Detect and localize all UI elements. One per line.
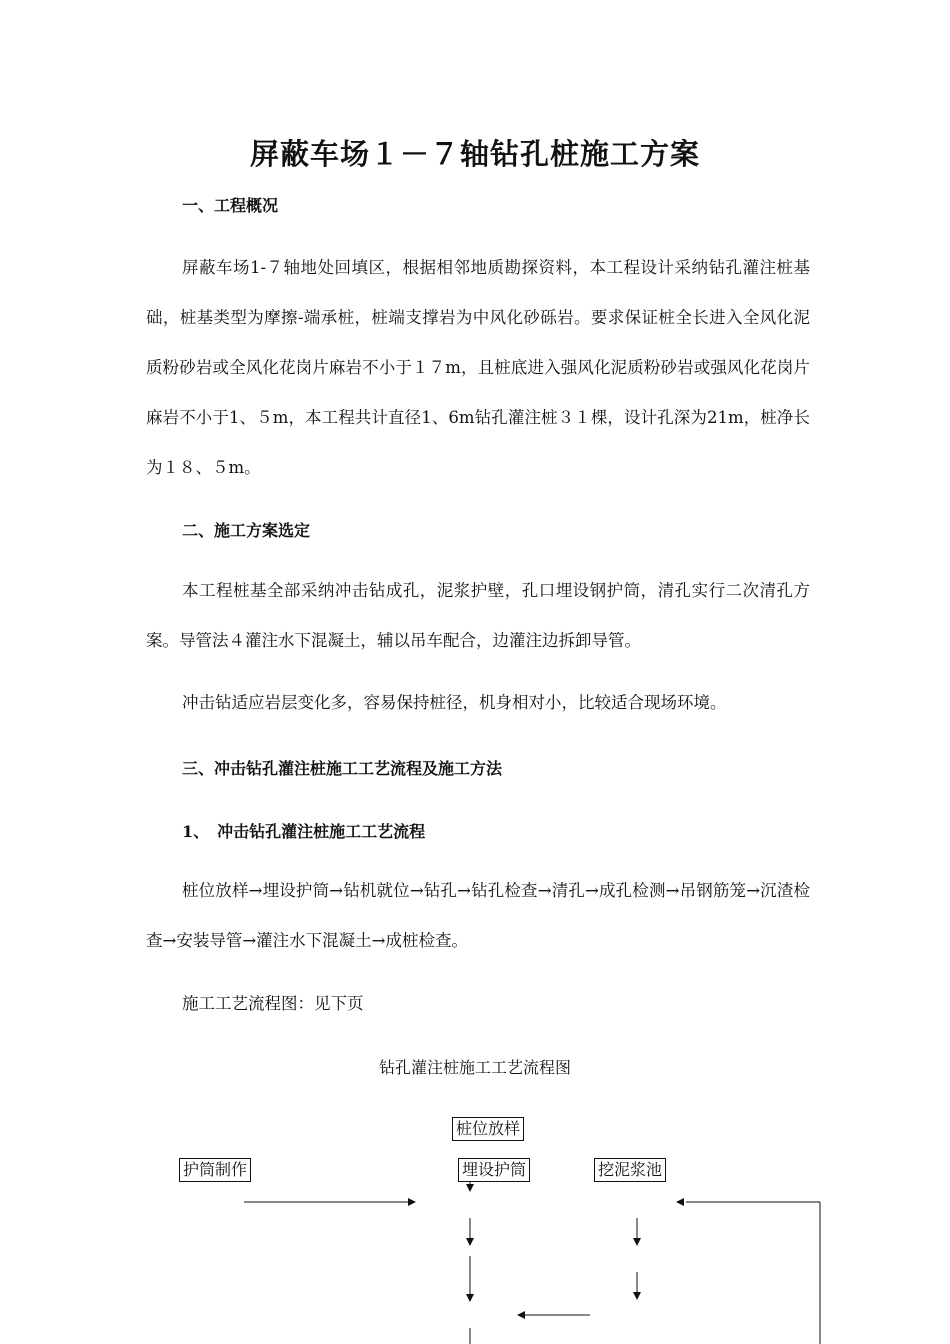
plan-paragraph-2: 冲击钻适应岩层变化多，容易保持桩径，机身相对小，比较适合现场环境。 (182, 693, 727, 712)
page-title: 屏蔽车场１－７轴钻孔桩施工方案 (249, 137, 700, 171)
arrow-head-icon (466, 1238, 474, 1246)
section-heading-overview: 一、工程概况 (182, 196, 279, 215)
arrow-head-icon (466, 1184, 474, 1192)
arrow-head-icon (633, 1292, 641, 1300)
sub-heading-process: 1、 冲击钻孔灌注桩施工工艺流程 (182, 822, 426, 841)
flow-box-casing-bury: 埋设护筒 (458, 1158, 530, 1182)
section-heading-plan: 二、施工方案选定 (182, 521, 311, 540)
flow-box-mud-pit: 挖泥浆池 (594, 1158, 666, 1182)
arrow-head-icon (517, 1311, 525, 1319)
plan-paragraph-1: 本工程桩基全部采纳冲击钻成孔，泥浆护壁，孔口埋设钢护筒，清孔实行二次清孔方案。导管法４灌注水下混凝土，辅以吊车配合，边灌注边拆卸导管。 (146, 581, 810, 650)
arrow-head-icon (466, 1294, 474, 1302)
arrow-head-icon (408, 1198, 416, 1206)
process-paragraph: 桩位放样→埋设护筒→钻机就位→钻孔→钻孔检查→清孔→成孔检测→吊钢筋笼→沉渣检查→安装导管→灌注水下混凝土→成桩检查。 (146, 881, 810, 950)
flow-box-casing-make: 护筒制作 (179, 1158, 251, 1182)
flowchart-title: 钻孔灌注桩施工工艺流程图 (378, 1058, 571, 1077)
arrow-head-icon (676, 1198, 684, 1206)
flowchart-reference: 施工工艺流程图：见下页 (182, 994, 364, 1013)
arrow-head-icon (633, 1238, 641, 1246)
section-heading-process: 三、冲击钻孔灌注桩施工工艺流程及施工方法 (182, 759, 503, 778)
overview-paragraph: 屏蔽车场1-７轴地处回填区，根据相邻地质勘探资料，本工程设计采纳钻孔灌注桩基础，桩基类型为摩擦-端承桩，桩端支撑岩为中风化砂砾岩。要求保证桩全长进入全风化泥质粉砂岩或全风化花岗片麻岩不小于１７m，且桩底进入强风化泥质粉砂岩或强风化花岗片麻岩不小于1、５m，本工程共计直径1、6m钻孔灌注桩３１棵，设计孔深为21m，桩净长为１８、５m。 (146, 258, 810, 477)
flow-box-stake-out: 桩位放样 (452, 1117, 524, 1141)
